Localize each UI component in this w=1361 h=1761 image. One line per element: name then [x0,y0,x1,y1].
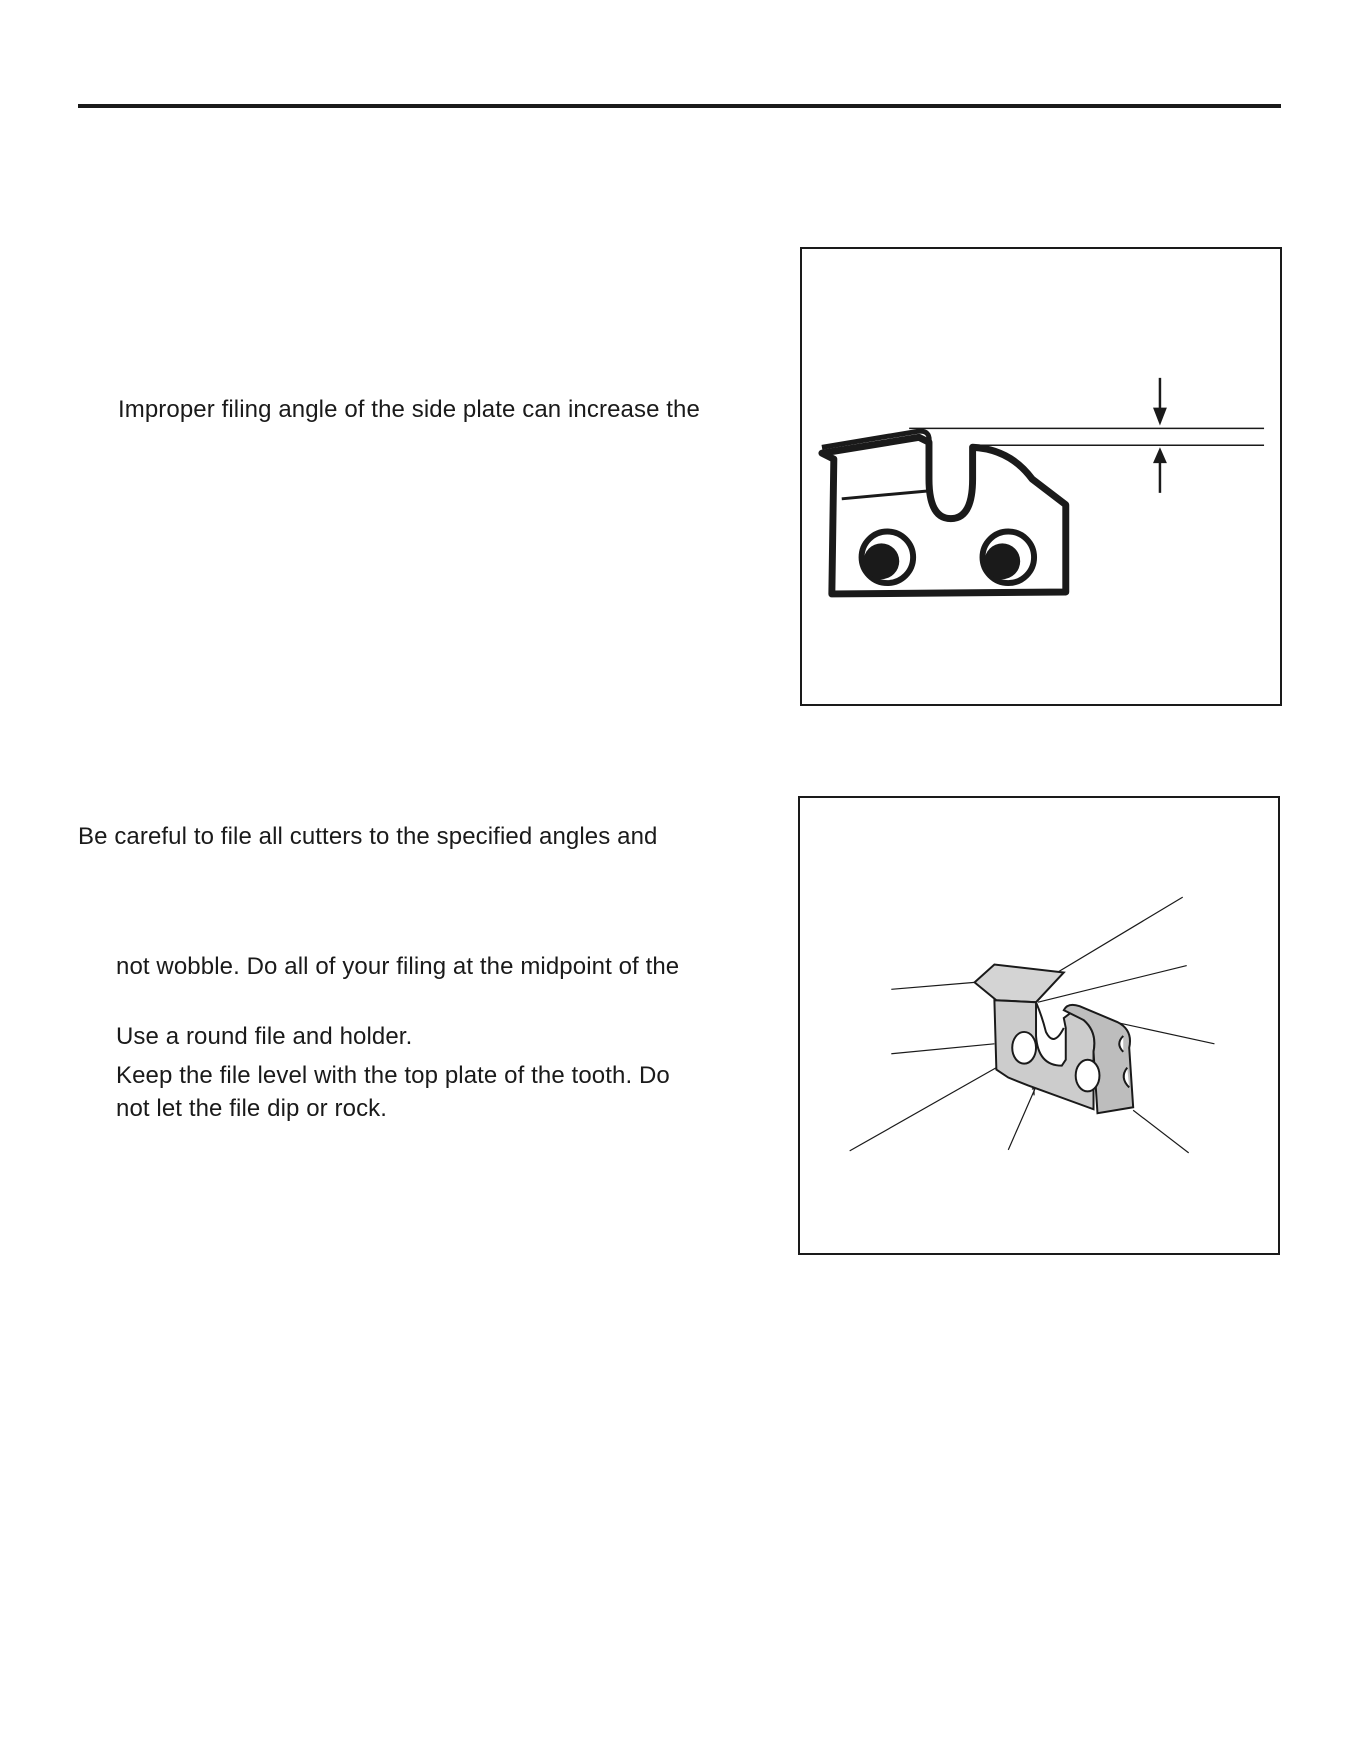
header-rule [78,104,1281,108]
cutter-tooth-parts-illustration [800,798,1278,1253]
round-file-text: Use a round file and holder. [116,1023,413,1050]
no-dip-text: not let the file dip or rock. [116,1095,388,1122]
cutter-tooth-depth-gauge-illustration [802,249,1280,704]
wobble-text: not wobble. Do all of your filing at the midpoint of the [116,953,680,980]
cutter-parts-figure [798,796,1280,1255]
side-plate-text: Improper filing angle of the side plate can increase the [118,396,700,423]
keep-level-text: Keep the file level with the top plate of the tooth. Do [116,1062,670,1089]
careful-text: Be careful to file all cutters to the specified angles and [78,823,658,850]
depth-gauge-figure [800,247,1282,706]
